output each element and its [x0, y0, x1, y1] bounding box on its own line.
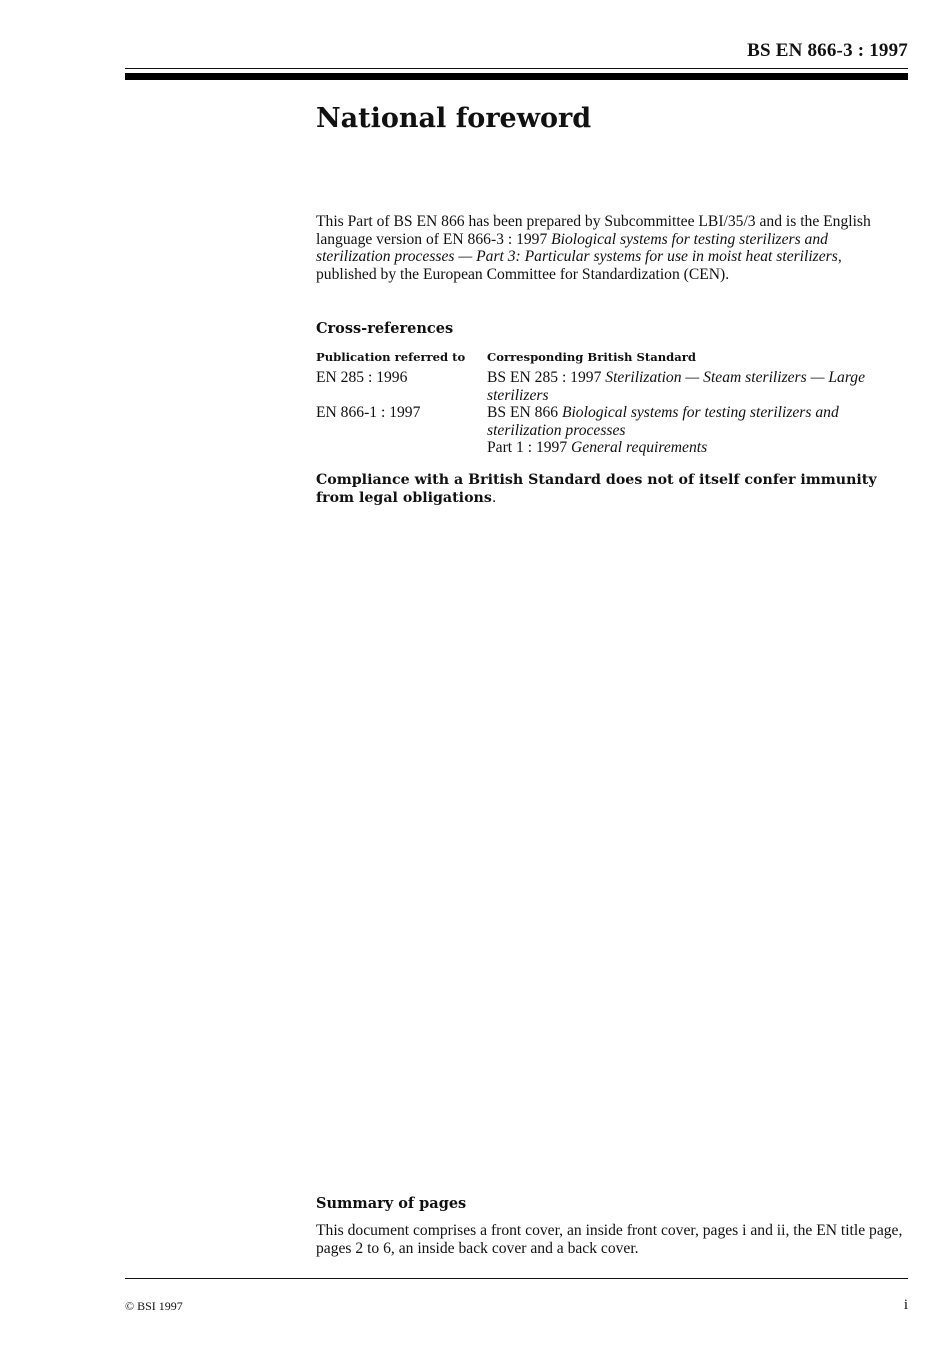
table-header-row: [316, 348, 908, 366]
summary-heading: Summary of pages: [316, 1195, 467, 1212]
cross-references-heading: Cross-references: [316, 320, 454, 337]
table-row: [316, 404, 908, 457]
intro-title-italic: Biological systems for testing sterilizers and sterilization processes — Part 3: Particular systems for use in moist heat sterilizers: [316, 230, 838, 266]
intro-text-start: This Part of BS EN 866 has been prepared by Subcommittee LBI/35/3 and is the English language version of EN 866-3 : 1997: [316, 213, 871, 248]
standard-number: BS EN 285 : 1997: [487, 369, 606, 386]
column-header-publication: Publication referred to: [316, 350, 466, 364]
intro-paragraph: [316, 213, 906, 283]
column-header-corresponding: Corresponding British Standard: [487, 350, 696, 364]
intro-text-end: , published by the European Committee for Standardization (CEN).: [316, 248, 842, 283]
page-title: National foreword: [316, 103, 592, 134]
standard-number: BS EN 866: [487, 404, 562, 422]
publication-cell: EN 866-1 : 1997: [316, 404, 421, 422]
standard-title: Biological systems for testing sterilizers and sterilization processes: [487, 404, 839, 439]
footer-rule: [125, 1278, 908, 1279]
publication-cell: EN 285 : 1996: [316, 369, 408, 386]
table-row: [316, 369, 908, 404]
standard-title: Sterilization — Steam sterilizers — Large sterilizers: [487, 369, 866, 404]
header-thick-rule: [125, 73, 908, 80]
part-title: General requirements: [571, 439, 708, 457]
compliance-statement: [316, 472, 906, 507]
british-standard-cell: [487, 404, 908, 457]
cross-references-table: [316, 348, 908, 457]
summary-text: This document comprises a front cover, an inside front cover, pages i and ii, the EN title page, pages 2 to 6, an inside back cover and a back cover.: [316, 1222, 903, 1257]
document-id: BS EN 866-3 : 1997: [747, 40, 908, 61]
compliance-bold: Compliance with a British Standard does not of itself confer immunity from legal obligations: [316, 472, 877, 506]
part-number: Part 1 : 1997: [487, 439, 572, 457]
copyright: © BSI 1997: [125, 1299, 183, 1313]
header-thin-rule: [125, 68, 908, 69]
compliance-end: .: [491, 489, 497, 506]
british-standard-cell: [487, 369, 908, 404]
page-number: i: [903, 1297, 908, 1313]
